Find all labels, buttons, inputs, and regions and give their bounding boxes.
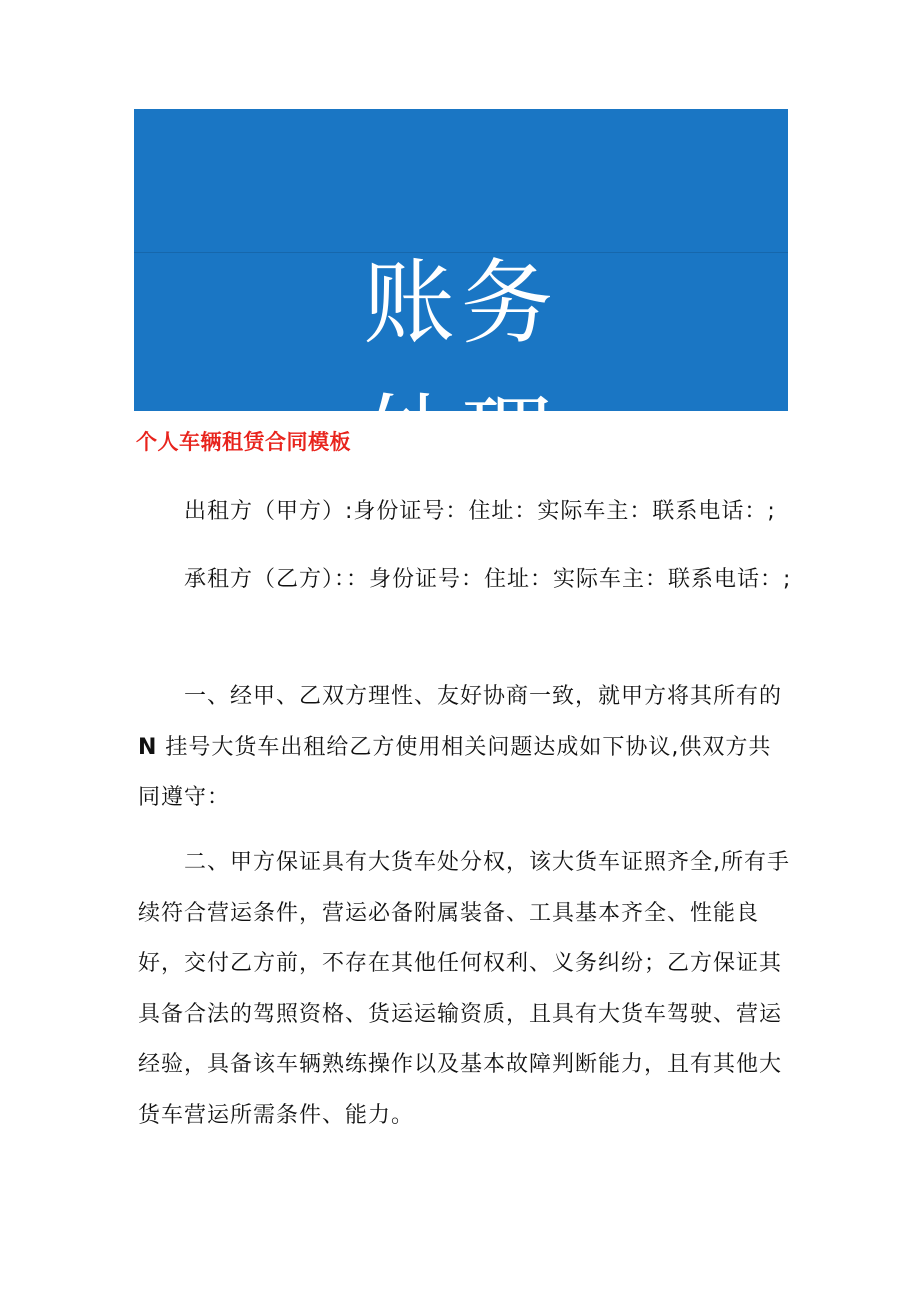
clause-1-prefix: 一、经甲、乙双方理性、友好协商一致，就甲方将其所有的 bbox=[184, 684, 783, 709]
paragraph-clause-1 bbox=[138, 672, 792, 824]
clause-1-plate-letter: N bbox=[138, 734, 158, 760]
document-title: 个人车辆租赁合同模板 bbox=[136, 430, 351, 454]
paragraph-clause-2: 二、甲方保证具有大货车处分权，该大货车证照齐全,所有手续符合营运条件，营运必备附属装备、工具基本齐全、性能良好，交付乙方前，不存在其他任何权利、义务纠纷；乙方保证其具备合法的驾照资格、货运运输资质，且具有大货车驾驶、营运经验，具备该车辆熟练操作以及基本故障判断能力，且有其他大货车营运所需条件、能力。 bbox=[138, 850, 790, 1128]
clause-1-suffix: 挂号大货车出租给乙方使用相关问题达成如下协议,供双方共同遵守： bbox=[138, 734, 772, 810]
banner-title-line-1: 账务 bbox=[362, 250, 559, 357]
paragraph-lessor: 出租方（甲方）:身份证号：住址：实际车主：联系电话：; bbox=[184, 499, 776, 524]
paragraph-lessee: 承租方（乙方）：：身份证号：住址：实际车主：联系电话：; bbox=[184, 567, 792, 592]
banner-title-line-2: 处理 bbox=[362, 385, 559, 492]
